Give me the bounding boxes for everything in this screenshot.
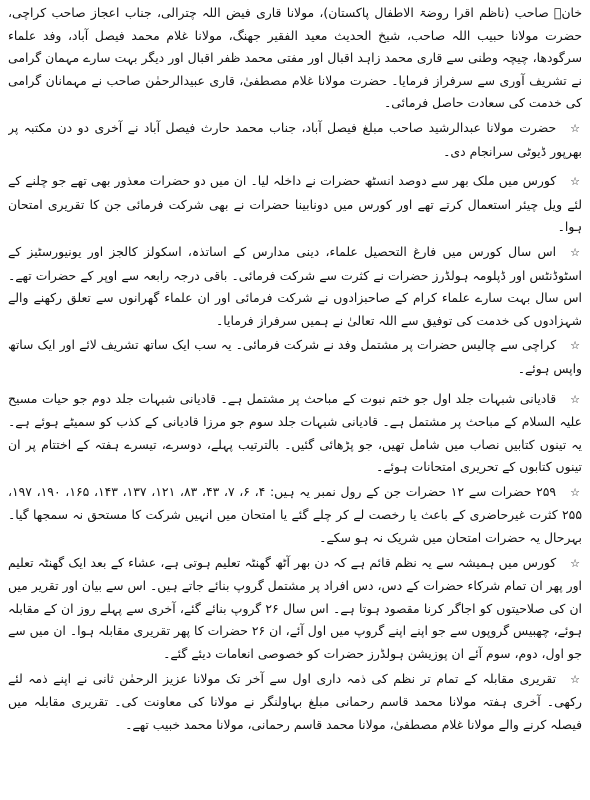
paragraph-participants [8, 241, 582, 332]
paragraph-text: ۲۵۹ حضرات سے ۱۲ حضرات جن کے رول نمبر یہ ہیں: ۴، ۶، ۷، ۴۳، ۸۳، ۱۲۱، ۱۳۷، ۱۴۳، ۱۶۵، ۱۹۰، ۱۹۷، ۲۵۵ کثرت غیرحاضری کے باعث یا رخصت لے کر چلے گئے یا امتحان میں انہیں شرکت کا مستحق نہ سمجھا گیا۔ بہرحال یہ حضرات امتحان میں شریک نہ ہو سکے۔ [8, 483, 582, 546]
paragraph-text: کورس میں ملک بھر سے دوصد انسٹھ حضرات نے داخلہ لیا۔ ان میں دو حضرات معذور بھی تھے جو چلنے کے لئے ویل چیئر استعمال کرتے تھے اور کورس میں دونابینا حضرات نے بھی شرکت فرمائی جن کا تقریری امتحان ہوا۔ [8, 173, 582, 235]
paragraph-text: قادیانی شبہات جلد اول جو ختم نبوت کے مباحث پر مشتمل ہے۔ قادیانی شبہات جلد دوم جو حیات مسیح علیہ السلام کے مباحث پر مشتمل ہے۔ قادیانی شبہات جلد سوم جو مرزا قادیانی کے کذب کو سمیٹے ہوئے ہے۔ یہ تینوں کتابیں نصاب میں شامل تھیں، جو پڑھائی گئیں۔ بالترتیب پہلے، دوسرے، تیسرے ہفتہ کے اختتام پر ان تینوں کتابوں کے تحریری امتحانات ہوئے۔ [8, 390, 582, 475]
paragraph-syllabus-books [8, 388, 582, 479]
paragraph-absentees [8, 481, 582, 550]
paragraph-text: تقریری مقابلہ کے تمام تر نظم کی ذمہ داری اول سے آخر تک مولانا عزیز الرحمٰن ثانی نے اپنے ذمہ لئے رکھی۔ آخری ہفتہ مولانا محمد قاسم رحمانی مبلغ بہاولنگر نے مولانا کی معاونت کی۔ تقریری مقابلہ میں فیصلہ کرنے والے مولانا غلام مصطفیٰ، مولانا محمد قاسم رحمانی، مولانا محمد خبیب تھے۔ [8, 670, 582, 732]
paragraph-text: اس سال کورس میں فارغ التحصیل علماء، دینی مدارس کے اساتذہ، اسکولز کالجز اور یونیورسٹیز کے اسٹوڈنٹس اور ڈپلومہ ہولڈرز حضرات نے کثرت سے شرکت فرمائی۔ باقی درجہ رابعہ سے اوپر کے حضرات تھے۔ اس سال بہت سارے علماء کرام کے صاحبزادوں نے شرکت فرمائی اور ان علماء گھرانوں سے تعلق رکھنے والے شہزادوں کی خدمت کی توفیق سے اللہ تعالیٰ نے ہمیں سرفراز فرمایا۔ [8, 243, 582, 328]
star-bullet-icon: ☆ [570, 339, 580, 353]
star-bullet-icon: ☆ [570, 175, 580, 189]
paragraph-text: کورس میں ہمیشہ سے یہ نظم قائم ہے کہ دن بھر آٹھ گھنٹہ تعلیم ہوتی ہے، عشاء کے بعد ایک گھنٹہ تعلیم اور پھر ان تمام شرکاء حضرات کے دس، دس افراد پر مشتمل گروپ بنائے جاتے ہیں۔ اس سے بیان اور تقریر میں ان کی صلاحیتوں کو اجاگر کرنا مقصود ہوتا ہے۔ اس سال ۲۶ گروپ بنائے گئے، آخری سے پہلے روز ان کے مقابلہ ہوئے، چھبیس گروپوں سے جو اپنے اپنے گروپ میں اول آئے، ان ۲۶ حضرات کا پھر تقریری مقابلہ ہوا۔ ان میں سے جو اول، دوم، سوم آئے ان پوزیشن ہولڈرز حضرات کو خصوصی انعامات دیئے گئے۔ [8, 554, 582, 662]
star-bullet-icon: ☆ [570, 672, 580, 686]
paragraph-speech-groups [8, 552, 582, 666]
paragraph-text: خانؒ صاحب (ناظم اقرا روضۃ الاطفال پاکستان)، مولانا قاری فیض اللہ چترالی، جناب اعجاز صاحب کراچی، حضرت مولانا حبیب اللہ صاحب، شیخ الحدیث معید الفقیر جھنگ، مولانا غلام محمد فیصل آباد، وفد علماء سرگودھا، چیچہ وطنی سے قاری محمد زاہد اقبال اور مفتی محمد ظفر اقبال اور دیگر بہت سارے مہمان گرامی نے تشریف آوری سے سرفراز فرمایا۔ حضرت مولانا غلام مصطفیٰ، قاری عبیدالرحمٰن صاحب نے مہمانان گرامی کی خدمت کی سعادت حاصل فرمائی۔ [8, 5, 582, 111]
star-bullet-icon: ☆ [570, 485, 580, 499]
paragraph-guests [8, 2, 582, 115]
document-page [8, 2, 582, 798]
star-bullet-icon: ☆ [570, 121, 580, 135]
paragraph-speech-contest [8, 668, 582, 737]
paragraph-bookstall-duty [8, 117, 582, 163]
paragraph-admissions [8, 170, 582, 239]
star-bullet-icon: ☆ [570, 245, 580, 259]
paragraph-text: کراچی سے چالیس حضرات پر مشتمل وفد نے شرکت فرمائی۔ یہ سب ایک ساتھ تشریف لائے اور ایک ساتھ واپس ہوئے۔ [8, 337, 582, 376]
paragraph-karachi-delegation [8, 334, 582, 380]
star-bullet-icon: ☆ [570, 556, 580, 570]
paragraph-text: حضرت مولانا عبدالرشید صاحب مبلغ فیصل آباد، جناب محمد حارث فیصل آباد نے آخری دو دن مکتبہ پر بھرپور ڈیوٹی سرانجام دی۔ [8, 119, 582, 159]
star-bullet-icon: ☆ [570, 392, 580, 406]
